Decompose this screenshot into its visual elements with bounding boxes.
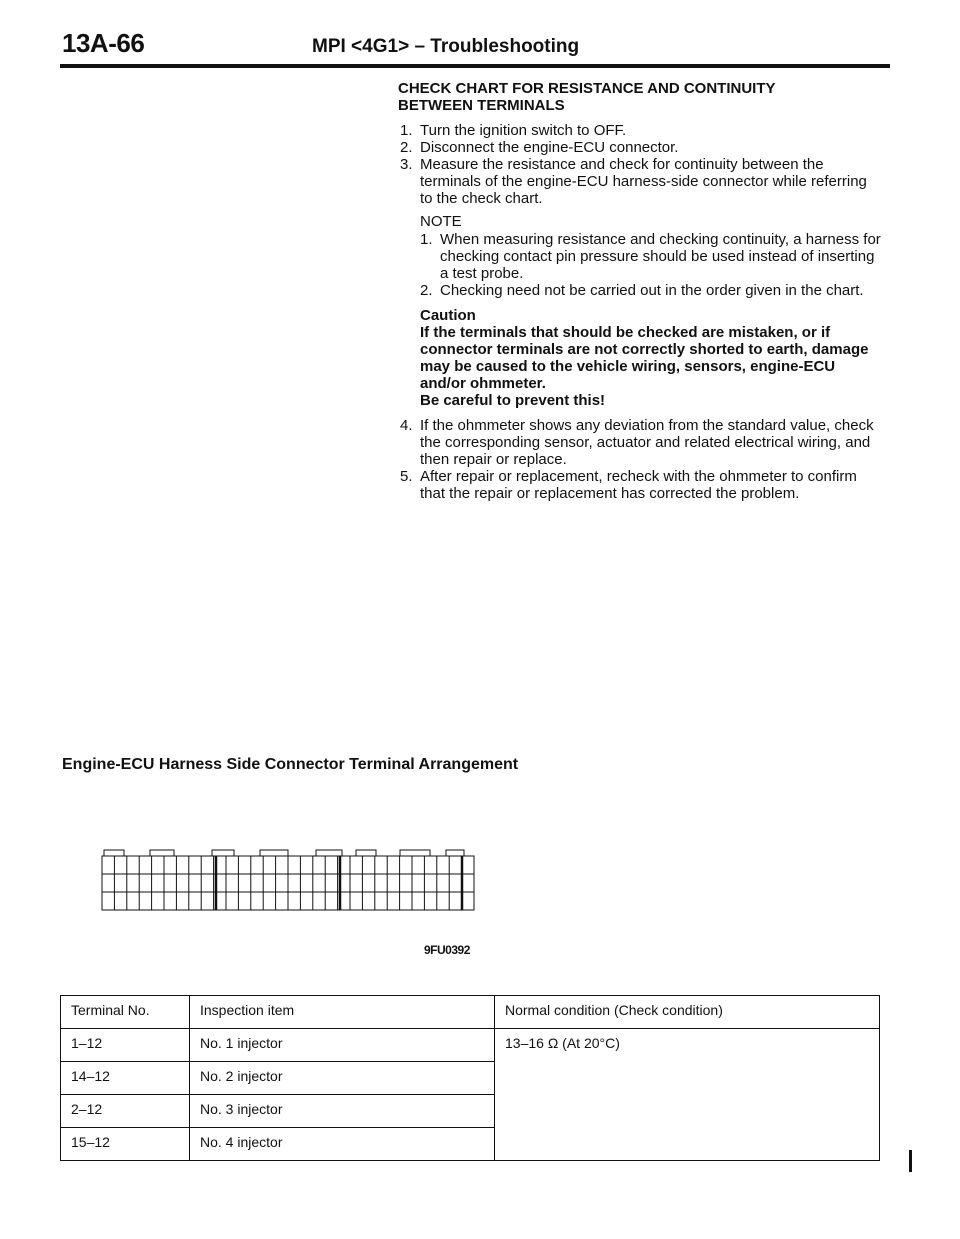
note-block: [398, 213, 882, 299]
step-text: Turn the ignition switch to OFF.: [420, 122, 627, 139]
table-cell-terminal: 14–12: [61, 1062, 190, 1095]
step-number: 2.: [400, 139, 413, 156]
note-number: 1.: [420, 231, 433, 248]
header-rule: [60, 64, 890, 68]
scan-mark: [909, 1150, 912, 1172]
connector-latch: [260, 850, 288, 856]
table-cell-item: No. 2 injector: [190, 1062, 495, 1095]
connector-latch: [400, 850, 430, 856]
step-item: [398, 468, 882, 502]
note-item: [420, 231, 882, 282]
step-item: [398, 156, 882, 207]
section-heading-line1: CHECK CHART FOR RESISTANCE AND CONTINUITY: [398, 80, 776, 97]
check-table: [60, 995, 880, 1161]
page-title: MPI <4G1> – Troubleshooting: [312, 36, 580, 57]
step-text: Disconnect the engine-ECU connector.: [420, 139, 679, 156]
caution-text-2: Be careful to prevent this!: [420, 392, 606, 409]
page-number: 13A-66: [62, 28, 145, 58]
table-cell-terminal: 2–12: [61, 1095, 190, 1128]
table-header-row: [61, 996, 880, 1029]
note-number: 2.: [420, 282, 433, 299]
section-heading-line2: BETWEEN TERMINALS: [398, 97, 565, 114]
step-item: [398, 417, 882, 468]
connector-diagram: [100, 844, 480, 920]
note-label: NOTE: [420, 213, 462, 230]
table-cell-item: No. 4 injector: [190, 1128, 495, 1161]
caution-label: Caution: [420, 307, 476, 324]
connector-latch: [104, 850, 124, 856]
table-header-item: Inspection item: [190, 996, 495, 1029]
steps-list-continued: [398, 417, 882, 502]
table-header-terminal: Terminal No.: [61, 996, 190, 1029]
procedure-section: [398, 80, 882, 502]
connector-latch: [316, 850, 342, 856]
table-cell-condition: 13–16 Ω (At 20°C): [495, 1029, 880, 1161]
step-item: [398, 122, 882, 139]
connector-latch: [446, 850, 464, 856]
note-text: When measuring resistance and checking continuity, a harness for checking contact pin pressure should be used instead of inserting a test probe.: [440, 231, 881, 282]
table-header-condition: Normal condition (Check condition): [495, 996, 880, 1029]
step-number: 1.: [400, 122, 413, 139]
table-row: [61, 1029, 880, 1062]
table-cell-terminal: 15–12: [61, 1128, 190, 1161]
note-text: Checking need not be carried out in the order given in the chart.: [440, 282, 864, 299]
caution-block: [398, 307, 882, 409]
connector-latch: [356, 850, 376, 856]
step-number: 5.: [400, 468, 413, 485]
step-number: 4.: [400, 417, 413, 434]
table-cell-item: No. 1 injector: [190, 1029, 495, 1062]
step-item: [398, 139, 882, 156]
step-text: Measure the resistance and check for continuity between the terminals of the engine-ECU harness-side connector while referring to the check chart.: [420, 156, 867, 207]
table-cell-terminal: 1–12: [61, 1029, 190, 1062]
note-item: [420, 282, 882, 299]
figure-title: Engine-ECU Harness Side Connector Terminal Arrangement: [62, 756, 519, 773]
step-number: 3.: [400, 156, 413, 173]
table-cell-item: No. 3 injector: [190, 1095, 495, 1128]
connector-latch: [212, 850, 234, 856]
figure-code: 9FU0392: [424, 943, 470, 957]
connector-latch: [150, 850, 174, 856]
caution-text: If the terminals that should be checked are mistaken, or if connector terminals are not correctly shorted to earth, damage may be caused to the vehicle wiring, sensors, engine-ECU and/or ohmmeter.: [420, 324, 869, 392]
step-text: If the ohmmeter shows any deviation from the standard value, check the corresponding sensor, actuator and related electrical wiring, and then repair or replace.: [420, 417, 874, 468]
step-text: After repair or replacement, recheck with the ohmmeter to confirm that the repair or replacement has corrected the problem.: [420, 468, 857, 502]
steps-list: [398, 122, 882, 207]
section-heading: [398, 80, 882, 114]
